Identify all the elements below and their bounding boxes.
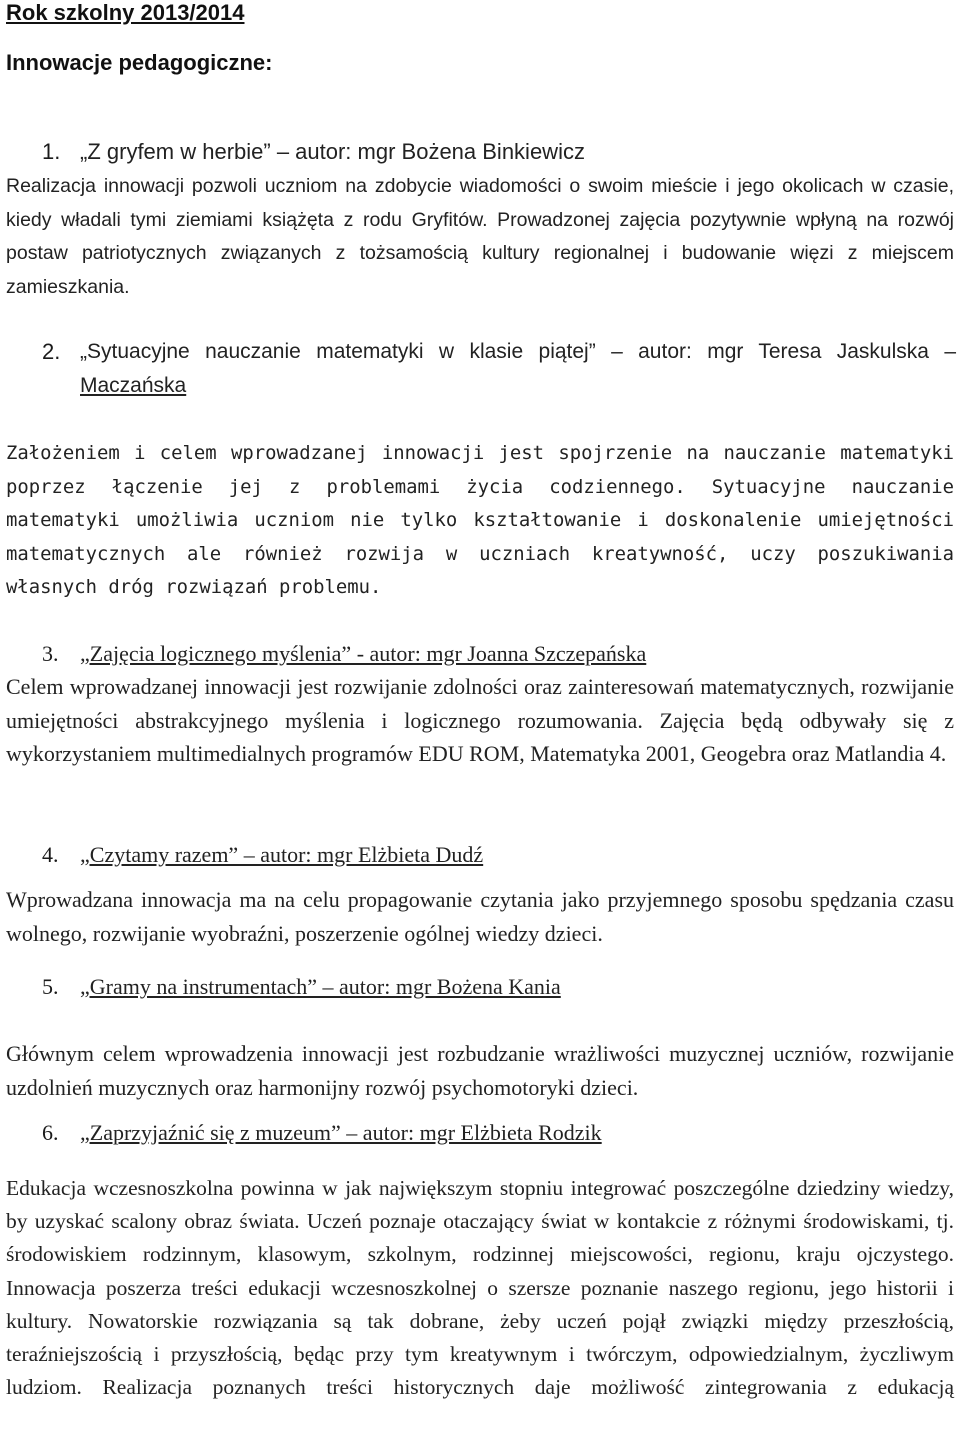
item-4-number: 4. [42,842,59,867]
item-5-title [80,972,561,1002]
item-2-title: „Sytuacyjne nauczanie matematyki w klasie piątej” – autor: mgr Teresa Jaskulska – [80,340,956,363]
item-2-number: 2. [42,339,61,364]
item-1-number: 1. [42,139,61,164]
item-3-number: 3. [42,641,59,666]
item-3-title-text: „Zajęcia logicznego myślenia” - autor: mgr Joanna Szczepańska [80,641,647,666]
item-6-number: 6. [42,1120,59,1145]
item-3-paragraph: Celem wprowadzanej innowacji jest rozwijanie zdolności oraz zainteresowań matematycznych, rozwijanie umiejętności abstrakcyjnego myślenia i logicznego rozumowania. Zajęcia będą odbywały się z wykorzystaniem multimedialnych programów EDU ROM, Matematyka 2001, Geogebra oraz Matlandia 4. [6,674,954,766]
item-2-title-continuation: Maczańska [80,374,187,397]
section-heading: Innowacje pedagogiczne: [6,50,273,75]
item-6-title [80,1118,602,1148]
item-6-paragraph: Edukacja wczesnoszkolna powinna w jak największym stopniu integrować poszczególne dziedziny wiedzy, by uzyskać scalony obraz świata. Uczeń poznaje otaczający świat w kontakcie z różnymi środowiskami, tj. środowiskiem rodzinnym, klasowym, szkolnym, rodzinnej miejscowości, regionu, kraju ojczystego. Innowacja poszerza treści edukacji wczesnoszkolnej o szersze poznanie naszego regionu, jego historii i kultury. Nowatorskie rozwiązania są tak dobrane, żeby uczeń pojął związki między przeszłością, teraźniejszością i przyszłością, będąc przy tym kreatywnym i twórczym, odpowiedzialnym, życzliwym ludziom. Realizacja poznanych treści historycznych daje możliwość zintegrowania z edukacją [6,1176,954,1400]
item-4-title [80,840,483,870]
item-5-title-text: „Gramy na instrumentach” – autor: mgr Bożena Kania [80,974,561,999]
item-2-paragraph: Założeniem i celem wprowadzanej innowacji jest spojrzenie na nauczanie matematyki poprzez łączenie jej z problemami życia codziennego. Sytuacyjne nauczanie matematyki umożliwia uczniom nie tylko kształtowanie i doskonalenie umiejętności matematycznych ale również rozwija w uczniach kreatywność, uczy poszukiwania własnych dróg rozwiązań problemu. [6,442,954,598]
item-5-number: 5. [42,974,59,999]
item-3-title [80,639,646,669]
item-4-title-text: „Czytamy razem” – autor: mgr Elżbieta Dudź [80,842,484,867]
item-6-title-text: „Zaprzyjaźnić się z muzeum” – autor: mgr Elżbieta Rodzik [80,1120,602,1145]
item-1-title: „Z gryfem w herbie” – autor: mgr Bożena Binkiewicz [80,139,585,164]
item-1-paragraph: Realizacja innowacji pozwoli uczniom na zdobycie wiadomości o swoim mieście i jego okolicach w czasie, kiedy władali tymi ziemiami książęta z rodu Gryfitów. Prowadzonej zajęcia pozytywnie wpłyną na rozwój postaw patriotycznych związanych z tożsamością kultury regionalnej i budowanie więzi z miejscem zamieszkania. [6,175,954,298]
year-heading: Rok szkolny 2013/2014 [6,0,245,25]
item-4-paragraph: Wprowadzana innowacja ma na celu propagowanie czytania jako przyjemnego sposobu spędzania czasu wolnego, rozwijanie wyobraźni, poszerzenie ogólnej wiedzy dzieci. [6,887,954,946]
item-5-paragraph: Głównym celem wprowadzenia innowacji jest rozbudzanie wrażliwości muzycznej uczniów, rozwijanie uzdolnień muzycznych oraz harmonijny rozwój psychomotoryki dzieci. [6,1041,954,1100]
